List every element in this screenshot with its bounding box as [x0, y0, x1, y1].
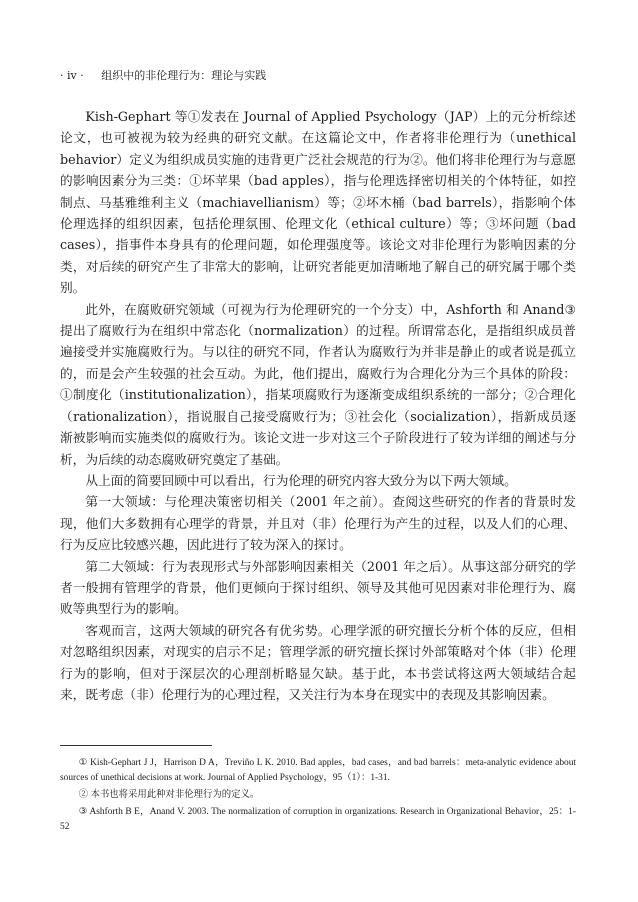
- footnotes: [60, 756, 576, 835]
- paragraph-summary: 从上面的简要回顾中可以看出，行为伦理的研究内容大致分为以下两大领域。: [85, 472, 517, 488]
- footnote-2: ② 本书也将采用此种对非伦理行为的定义。: [78, 790, 260, 800]
- paragraph-corruption-normalization: 此外，在腐败研究领域（可视为行为伦理研究的一个分支）中，Ashforth 和 Anand③提出了腐败行为在组织中常态化（normalization）的过程。所谓常态化，是指组织成员普遍接受并实施腐败行为。与以往的研究不同，作者认为腐败行为并非是静止的或者说是孤立的，而是会产生较强的社会互动。为此，他们提出，腐败行为合理化分为三个具体的阶段：①制度化（institutionalization），指某项腐败行为逐渐变成组织系统的一部分；②合理化（rationalization），指说服自己接受腐败行为；③社会化（socialization），指新成员逐渐被影响而实施类似的腐败行为。该论文进一步对这三个子阶段进行了较为详细的阐述与分析，为后续的动态腐败研究奠定了基础。: [60, 301, 576, 467]
- footnote-divider: [60, 745, 212, 746]
- paragraph-first-domain: 第一大领域：与伦理决策密切相关（2001 年之前）。查阅这些研究的作者的背景时发现，他们大多数拥有心理学的背景，并且对（非）伦理行为产生的过程，以及人们的心理、行为反应比较感兴趣，因此进行了较为深入的探讨。: [60, 494, 576, 553]
- running-title: 组织中的非伦理行为：理论与实践: [101, 69, 267, 82]
- running-header: [60, 67, 266, 83]
- footnote-1: ① Kish-Gephart J J，Harrison D A，Treviño L K. 2010. Bad apples，bad cases，and bad barrels：meta-analytic evidence about sources of unethical decisions at work. Journal of Applied Psychology，95（1）：1-31.: [60, 758, 576, 783]
- page-folio: · iv ·: [60, 69, 84, 82]
- paragraph-second-domain: 第二大领域：行为表现形式与外部影响因素相关（2001 年之后）。从事这部分研究的学者一般拥有管理学的背景，他们更倾向于探讨组织、领导及其他可见因素对非伦理行为、腐败等典型行为的影响。: [60, 558, 576, 617]
- main-text: [60, 106, 576, 705]
- paragraph-evaluation: 客观而言，这两大领域的研究各有优劣势。心理学派的研究擅长分析个体的反应，但相对忽略组织因素，对现实的启示不足；管理学派的研究擅长探讨外部策略对个体（非）伦理行为的影响，但对于深层次的心理剖析略显欠缺。基于此，本书尝试将这两大领域结合起来，既考虑（非）伦理行为的心理过程，又关注行为本身在现实中的表现及其影响因素。: [60, 622, 576, 702]
- paragraph-kish-gephart: Kish-Gephart 等①发表在 Journal of Applied Psychology（JAP）上的元分析综述论文，也可被视为较为经典的研究文献。在这篇论文中，作者将非伦理行为（unethical behavior）定义为组织成员实施的违背更广泛社会规范的行为②。他们将非伦理行为与意愿的影响因素分为三类：①坏苹果（bad apples），指与伦理选择密切相关的个体特征，如控制点、马基雅维利主义（machiavellianism）等；②坏木桶（bad barrels），指影响个体伦理选择的组织因素，包括伦理氛围、伦理文化（ethical culture）等；③坏问题（bad cases），指事件本身具有的伦理问题，如伦理强度等。该论文对非伦理行为影响因素的分类，对后续的研究产生了非常大的影响，让研究者能更加清晰地了解自己的研究属于哪个类别。: [60, 109, 576, 296]
- footnote-3: ③ Ashforth B E，Anand V. 2003. The normalization of corruption in organizations. Research in Organizational Behavior，25：1-52: [60, 807, 576, 832]
